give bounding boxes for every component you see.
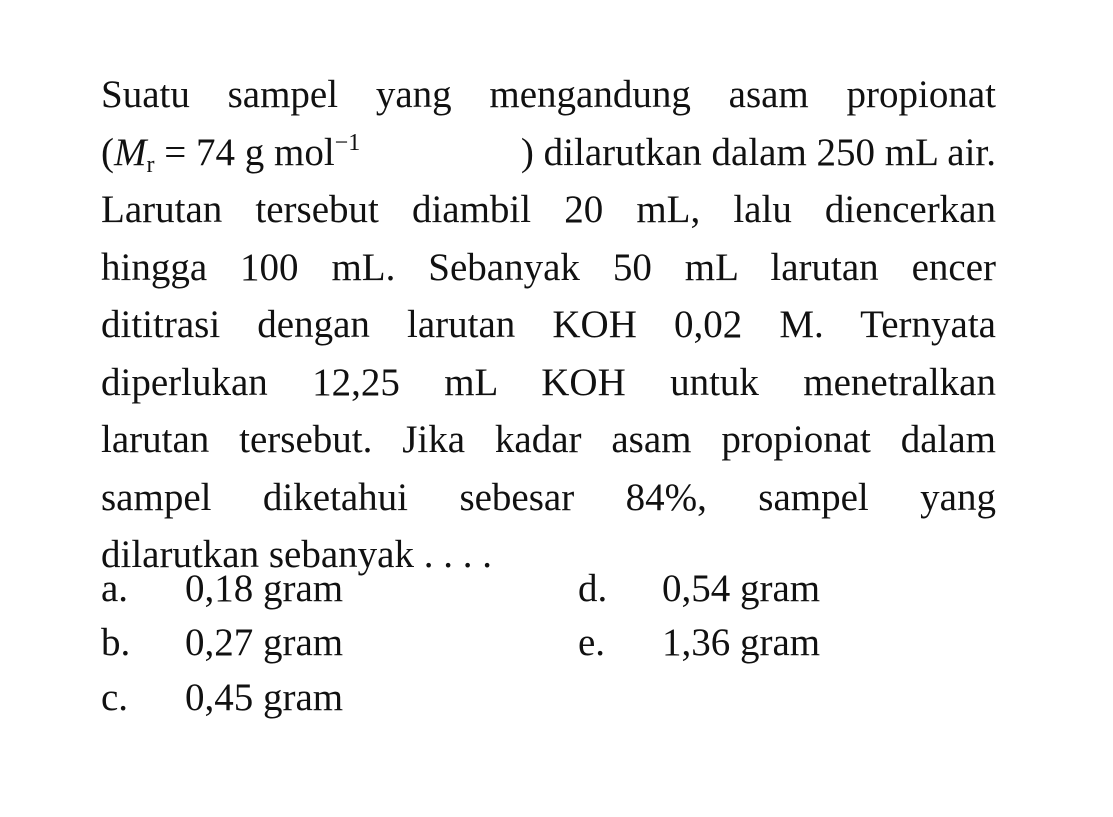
question-line-2 xyxy=(101,124,996,182)
option-letter: c. xyxy=(101,676,129,719)
option-text: 0,45 gram xyxy=(185,676,344,719)
question-line-4: hingga 100 mL. Sebanyak 50 mL larutan encer xyxy=(101,245,996,289)
option-letter: e. xyxy=(578,621,606,664)
option-text: 0,27 gram xyxy=(185,621,344,664)
question-line-3: Larutan tersebut diambil 20 mL, lalu diencerkan xyxy=(101,188,996,231)
mr-exponent: −1 xyxy=(334,129,361,156)
option-text: 1,36 gram xyxy=(662,621,821,664)
question-line-8: sampel diketahui sebesar 84%, sampel yang xyxy=(101,475,996,519)
option-letter: b. xyxy=(101,621,131,664)
question-line-6: diperlukan 12,25 mL KOH untuk menetralkan xyxy=(101,360,996,404)
question-line-9: dilarutkan sebanyak . . . . xyxy=(101,533,492,576)
option-d[interactable] xyxy=(578,560,820,617)
mr-symbol: M xyxy=(114,130,147,174)
option-text: 0,54 gram xyxy=(662,567,821,610)
mr-subscript: r xyxy=(146,151,155,178)
option-text: 0,18 gram xyxy=(185,567,344,610)
option-letter: a. xyxy=(101,567,129,610)
mr-value: = 74 g mol xyxy=(154,130,335,174)
question-line-5: dititrasi dengan larutan KOH 0,02 M. Ternyata xyxy=(101,303,996,346)
option-e[interactable] xyxy=(578,614,820,671)
question-line-7: larutan tersebut. Jika kadar asam propionat dalam xyxy=(101,418,996,461)
molar-mass-expression: ($M_r = 74$ g mol$^{-1}$ xyxy=(101,129,361,178)
question-text xyxy=(101,66,996,584)
option-c[interactable] xyxy=(101,669,343,726)
option-a[interactable] xyxy=(101,560,343,617)
question-line-1: Suatu sampel yang mengandung asam propionat xyxy=(101,73,996,116)
dissolved-volume-text: ) dilarutkan dalam 250 mL air. xyxy=(520,130,996,174)
option-letter: d. xyxy=(578,567,608,610)
option-b[interactable] xyxy=(101,614,343,671)
